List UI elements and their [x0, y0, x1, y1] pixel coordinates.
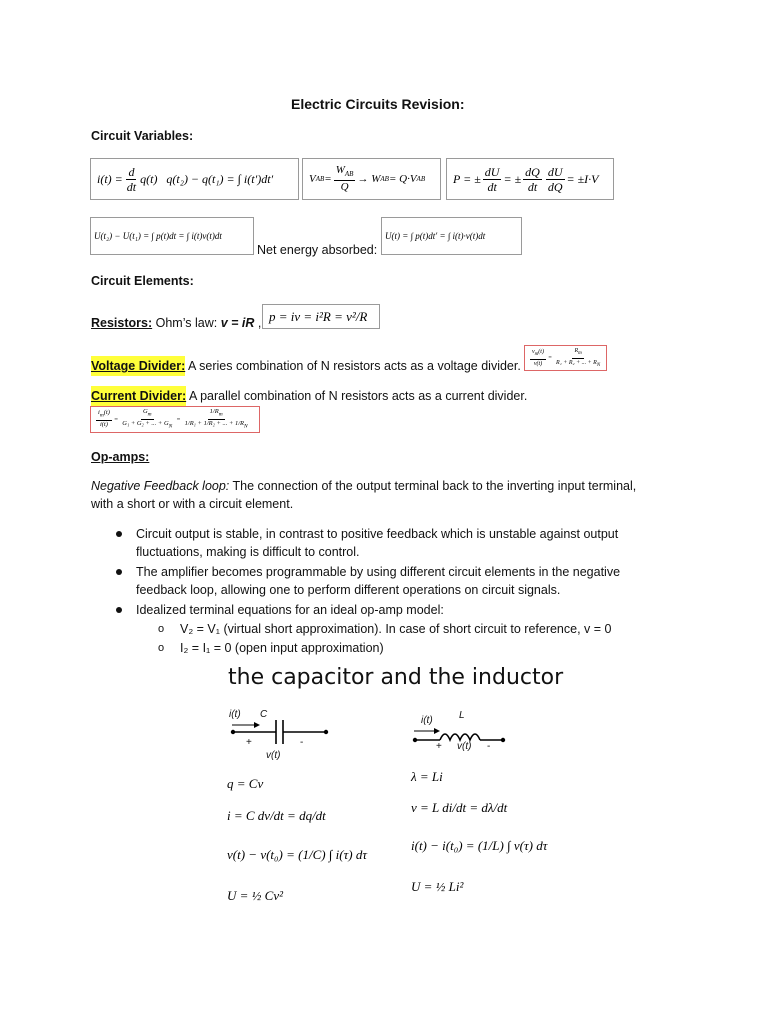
- resistors-line: [91, 316, 261, 330]
- bullet-2-line-1: The amplifier becomes programmable by using different circuit elements in the negative: [136, 565, 621, 579]
- cap-eq-voltage: v(t) − v(t₀) = (1/C) ∫ i(τ) dτ: [227, 847, 367, 862]
- bullet-dot: [116, 569, 122, 575]
- current-divider-text: A parallel combination of N resistors acts as a current divider.: [188, 389, 528, 403]
- page-title: Electric Circuits Revision:: [291, 96, 465, 112]
- cap-voltage-label: v(t): [266, 750, 281, 761]
- bullet-dot: [116, 607, 122, 613]
- voltage-divider-label: Voltage Divider:: [91, 356, 185, 376]
- section-heading-opamps: Op-amps:: [91, 450, 150, 464]
- cap-eq-energy: U = ½ Cv²: [227, 888, 283, 903]
- sub-bullet-1: V₂ = V₁ (virtual short approximation). In case of short circuit to reference, v = 0: [180, 622, 612, 636]
- cap-ind-heading: the capacitor and the inductor: [228, 665, 564, 690]
- cap-plus: +: [246, 737, 252, 748]
- nfl-text-1: The connection of the output terminal back to the inverting input terminal,: [232, 479, 637, 493]
- capacitor-diagram: [226, 706, 336, 756]
- current-divider-label: Current Divider:: [91, 386, 186, 406]
- ind-eq-current: i(t) − i(t₀) = (1/L) ∫ v(τ) dτ: [411, 838, 548, 853]
- bullet-2-line-2: feedback loop, allowing one to perform different operations on circuit signals.: [136, 583, 561, 597]
- cap-eq-current: i = C dv/dt = dq/dt: [227, 808, 326, 823]
- resistors-label: Resistors:: [91, 316, 153, 330]
- net-energy-label: Net energy absorbed:: [257, 243, 378, 257]
- nfl-line-2: with a short or with a circuit element.: [91, 497, 294, 511]
- equation-voltage-work: V AB = $\frac{W_{AB}}{Q}$ → W AB = Q·V AB: [302, 158, 441, 200]
- bullet-3-line-1: Idealized terminal equations for an ideal op-amp model:: [136, 603, 444, 617]
- ind-voltage-label: v(t): [457, 741, 472, 752]
- bullet-1-line-2: fluctuations, making is difficult to control.: [136, 545, 360, 559]
- ind-eq-flux: λ = Li: [411, 769, 443, 784]
- comma: ,: [257, 316, 262, 330]
- ind-plus: +: [436, 741, 442, 752]
- ohms-law-label: Ohm’s law:: [155, 316, 218, 330]
- voltage-divider-text: A series combination of N resistors acts as a voltage divider.: [188, 359, 521, 373]
- section-heading-circuit-variables: Circuit Variables:: [91, 129, 194, 143]
- equation-energy-integral: U(t₂) − U(t₁) = ∫ p(t)dt = ∫ i(t)v(t)dt: [90, 217, 254, 255]
- equation-current-divider: $\frac{i_m(t)}{i(t)}$ = $\frac{G_m}{G_1 + G_2 + ... + G_N}$ = $\frac{1/R_m}{1/R_1 + 1/R_2 + ... + 1/R_N}$: [90, 406, 260, 433]
- cap-eq-charge: q = Cv: [227, 776, 264, 791]
- ind-eq-voltage: v = L di/dt = dλ/dt: [411, 800, 508, 815]
- equation-net-energy: U(t) = ∫ p(t)dt′ = ∫ i(t)·v(t)dt: [381, 217, 522, 255]
- bullet-dot: [116, 531, 122, 537]
- ohms-law-equation: v = iR: [220, 316, 255, 330]
- cap-element-label: C: [260, 709, 268, 720]
- sub-bullet-marker: o: [158, 642, 165, 654]
- equation-voltage-divider: $\frac{v_m(t)}{v(t)}$ = $\frac{R_m}{R_1 + R_2 + ... + R_N}$: [524, 345, 607, 371]
- equation-power: P = ± $\frac{dU}{dt}$ = ± $\frac{dQ}{dt}$ $\frac{dU}{dQ}$ = ±I·V: [446, 158, 614, 200]
- nfl-label: Negative Feedback loop:: [91, 479, 230, 493]
- sub-bullet-marker: o: [158, 623, 165, 635]
- equation-resistor-power: p = iv = i²R = v²/R: [262, 304, 380, 329]
- ind-eq-energy: U = ½ Li²: [411, 879, 464, 894]
- sub-bullet-2: I₂ = I₁ = 0 (open input approximation): [180, 641, 384, 655]
- nfl-line-1: [91, 479, 636, 493]
- current-divider-line: [91, 389, 527, 403]
- section-heading-circuit-elements: Circuit Elements:: [91, 274, 194, 288]
- cap-minus: -: [300, 737, 304, 748]
- cap-current-label: i(t): [229, 709, 241, 720]
- ind-element-label: L: [459, 710, 465, 721]
- bullet-1-line-1: Circuit output is stable, in contrast to positive feedback which is unstable against output: [136, 527, 619, 541]
- equation-current-charge: i(t) = $\frac{d}{dt}$ q(t) q(t₂) − q(t₁) = ∫ i(t′)dt′: [90, 158, 299, 200]
- ind-minus: -: [487, 741, 491, 752]
- voltage-divider-line: [91, 359, 521, 373]
- ind-current-label: i(t): [421, 715, 433, 726]
